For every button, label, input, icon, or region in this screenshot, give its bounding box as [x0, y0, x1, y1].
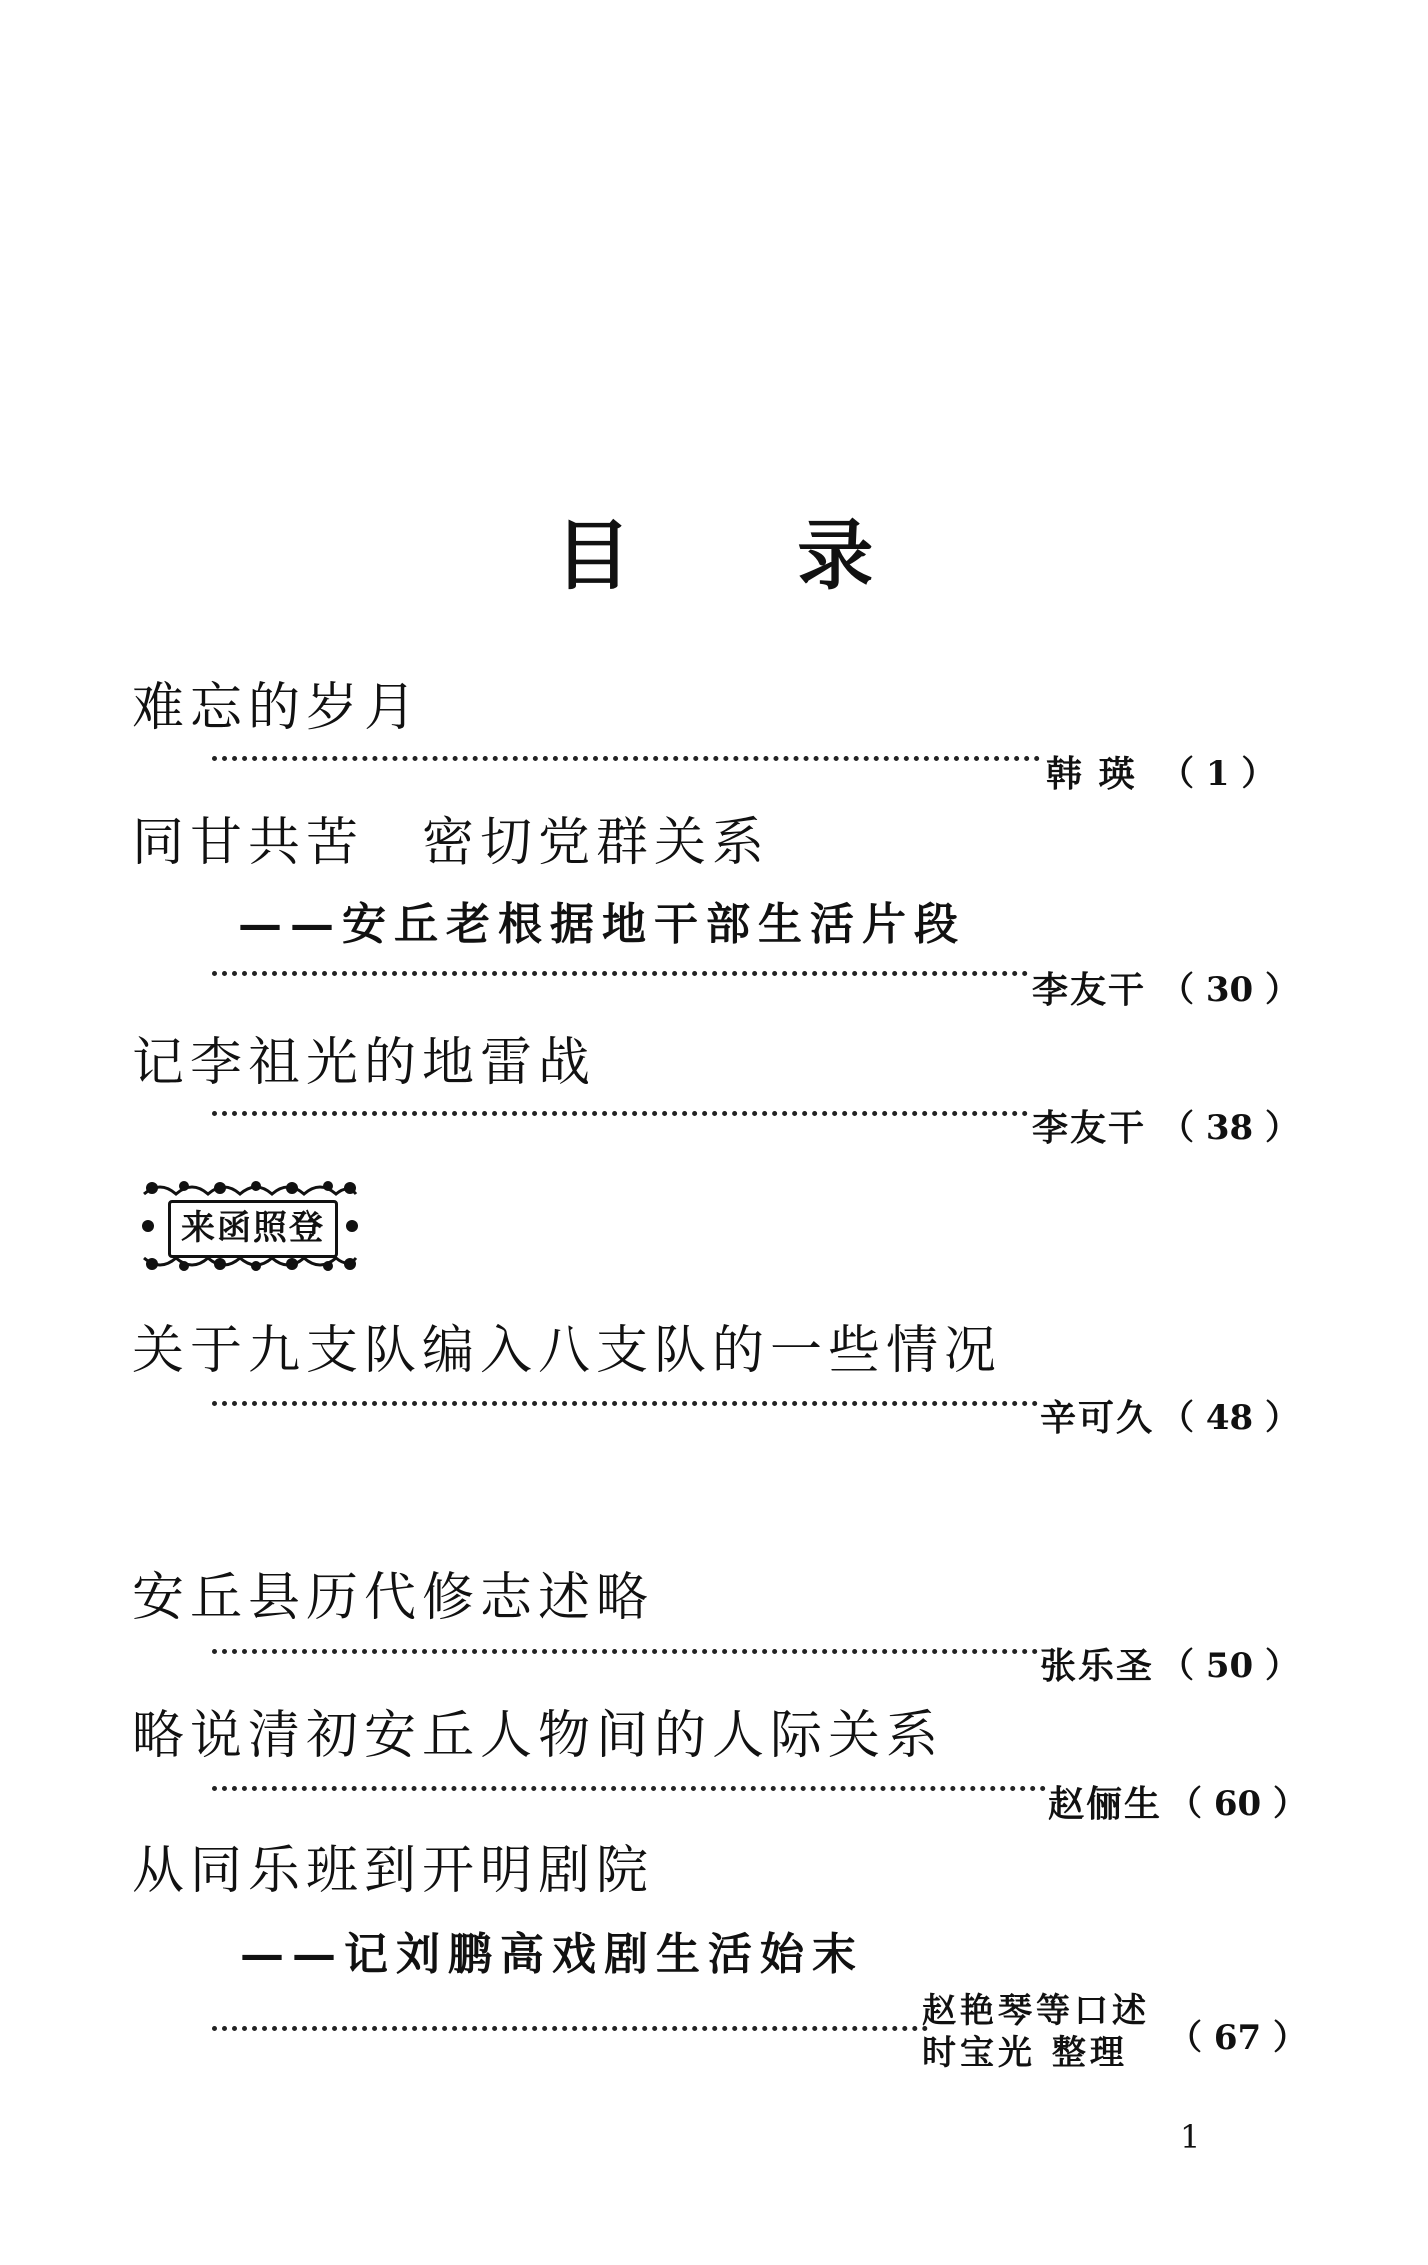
dot-leader [212, 1105, 1028, 1116]
dot-leader [212, 1643, 1038, 1654]
toc-entry-author: 辛可久 [1040, 1397, 1155, 1439]
toc-entry-title: 关于九支队编入八支队的一些情况 [132, 1321, 1003, 1381]
dot-leader [212, 965, 1028, 976]
toc-entry-author: 李友干 [1032, 969, 1147, 1011]
toc-entry-title: 记李祖光的地雷战 [132, 1033, 597, 1093]
toc-entry-page: （ 38 ） [1160, 1108, 1299, 1148]
toc-entry-title: 安丘县历代修志述略 [132, 1568, 655, 1628]
page-number: 1 [1180, 2118, 1201, 2156]
toc-entry-author: 李友干 [1032, 1107, 1147, 1149]
toc-entry-title: 同甘共苦 密切党群关系 [132, 813, 771, 873]
toc-entry-author: 韩 瑛 [1046, 753, 1137, 795]
section-badge-label: 来函照登 [168, 1200, 338, 1258]
toc-entry-author: 赵俪生 [1048, 1783, 1163, 1825]
toc-entry-title: 难忘的岁月 [132, 678, 423, 738]
dot-leader [212, 1395, 1038, 1406]
toc-entry-author: 张乐圣 [1040, 1645, 1155, 1687]
toc-entry-subtitle: ——安丘老根据地干部生活片段 [238, 899, 966, 950]
toc-entry-page: （ 67 ） [1168, 2018, 1307, 2058]
dot-leader [212, 750, 1040, 761]
toc-entry-author [922, 1990, 1150, 2074]
section-badge [140, 1178, 360, 1274]
toc-entry-title: 从同乐班到开明剧院 [132, 1841, 655, 1901]
author-line: 时宝光 整理 [922, 2033, 1128, 2073]
dot-leader [212, 1780, 1046, 1791]
toc-entry-subtitle: ——记刘鹏高戏剧生活始末 [240, 1929, 864, 1980]
toc-entry-title: 略说清初安丘人物间的人际关系 [132, 1706, 945, 1766]
toc-entry-page: （ 60 ） [1168, 1784, 1307, 1824]
dot-leader [212, 2020, 928, 2031]
toc-entry-page: （ 48 ） [1160, 1398, 1299, 1438]
page-title: 目 录 [554, 511, 944, 600]
toc-entry-page: （ 1 ） [1160, 754, 1276, 794]
author-line: 赵艳琴等口述 [922, 1991, 1150, 2031]
toc-entry-page: （ 50 ） [1160, 1646, 1299, 1686]
toc-entry-page: （ 30 ） [1160, 970, 1299, 1010]
